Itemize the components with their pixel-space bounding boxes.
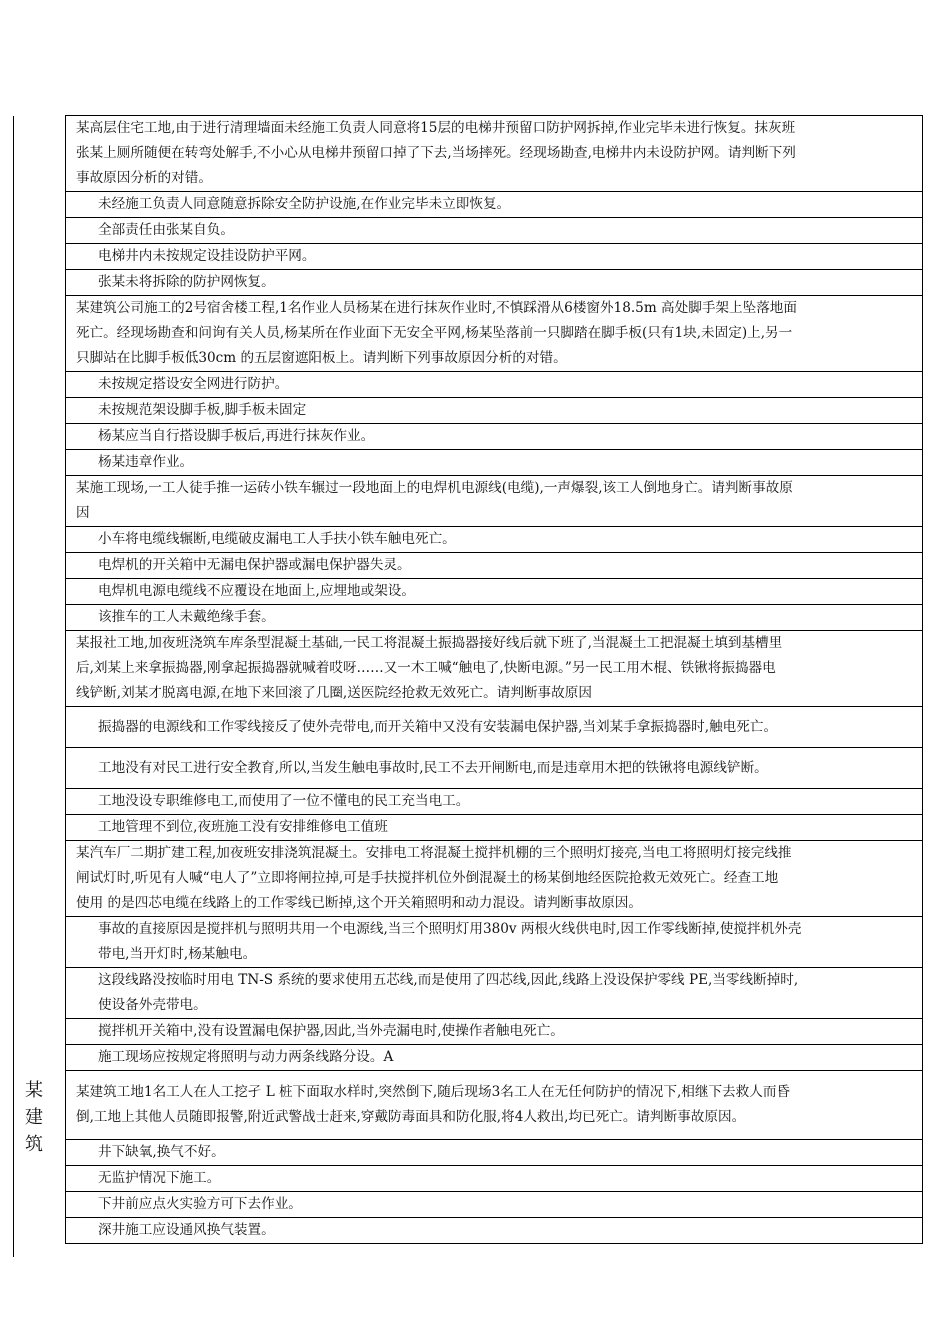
side-label-char: 筑	[25, 1134, 43, 1155]
option-row	[65, 1019, 923, 1045]
option-text-line: 全部责任由张某自负。	[98, 222, 234, 238]
question-text-line: 使用 的是四芯电缆在线路上的工作零线已断掉,这个开关箱照明和动力混设。请判断事故原因。	[76, 895, 642, 911]
option-text-line: 杨某应当自行搭设脚手板后,再进行抹灰作业。	[98, 428, 375, 444]
option-text-line: 无监护情况下施工。	[98, 1170, 221, 1186]
option-row	[65, 218, 923, 244]
option-row	[65, 815, 923, 841]
side-label-char: 建	[25, 1107, 43, 1128]
question-text-line: 张某上厕所随便在转弯处解手,不小心从电梯井预留口掉了下去,当场摔死。经现场勘查,电梯井内未设防护网。请判断下列	[76, 145, 796, 161]
question-text-line: 某汽车厂二期扩建工程,加夜班安排浇筑混凝土。安排电工将混凝土搅拌机棚的三个照明灯接亮,当电工将照明灯接完线推	[76, 845, 792, 861]
option-text-line: 使设备外壳带电。	[98, 997, 207, 1013]
option-text-line: 电焊机电源电缆线不应覆设在地面上,应埋地或架设。	[98, 583, 415, 599]
option-text-line: 工地管理不到位,夜班施工没有安排维修电工值班	[98, 819, 388, 835]
question-row	[65, 841, 923, 917]
option-text-line: 电焊机的开关箱中无漏电保护器或漏电保护器失灵。	[98, 557, 411, 573]
option-row	[65, 968, 923, 1019]
question-text-line: 倒,工地上其他人员随即报警,附近武警战士赶来,穿戴防毒面具和防化服,将4人救出,均已死亡。请判断事故原因。	[76, 1109, 746, 1125]
question-row	[65, 115, 923, 192]
option-text-line: 工地没设专职维修电工,而使用了一位不懂电的民工充当电工。	[98, 793, 470, 809]
option-text-line: 未按规范架设脚手板,脚手板未固定	[98, 402, 307, 418]
option-text-line: 工地没有对民工进行安全教育,所以,当发生触电事故时,民工不去开闸断电,而是违章用木把的铁锹将电源线铲断。	[98, 759, 768, 776]
question-row	[65, 1071, 923, 1140]
question-text-line: 某施工现场,一工人徒手推一运砖小铁车辗过一段地面上的电焊机电源线(电缆),一声爆裂,该工人倒地身亡。请判断事故原	[76, 480, 793, 496]
question-text-line: 某高层住宅工地,由于进行清理墙面未经施工负责人同意将15层的电梯井预留口防护网拆掉,作业完毕未进行恢复。抹灰班	[76, 120, 796, 136]
option-row	[65, 1192, 923, 1218]
question-text-line: 事故原因分析的对错。	[76, 170, 212, 186]
option-text-line: 下井前应点火实验方可下去作业。	[98, 1196, 302, 1212]
question-text-line: 闸试灯时,听见有人喊“电人了”立即将闸拉掉,可是手扶搅拌机位外倒混凝土的杨某倒地经医院抢救无效死亡。经查工地	[76, 870, 779, 886]
question-text-line: 只脚站在比脚手板低30cm 的五层窗遮阳板上。请判断下列事故原因分析的对错。	[76, 350, 567, 366]
question-text-line: 因	[76, 505, 90, 521]
option-row	[65, 450, 923, 476]
option-text-line: 小车将电缆线辗断,电缆破皮漏电工人手扶小铁车触电死亡。	[98, 531, 456, 547]
question-text-line: 死亡。经现场勘查和问询有关人员,杨某所在作业面下无安全平网,杨某坠落前一只脚踏在脚手板(只有1块,未固定)上,另一	[76, 325, 793, 341]
option-text-line: 深井施工应设通风换气装置。	[98, 1222, 275, 1238]
option-text-line: 电梯井内未按规定设挂设防护平网。	[98, 248, 316, 264]
option-text-line: 带电,当开灯时,杨某触电。	[98, 946, 257, 962]
question-row	[65, 631, 923, 707]
option-text-line: 井下缺氧,换气不好。	[98, 1144, 225, 1160]
option-row	[65, 270, 923, 296]
option-row	[65, 1045, 923, 1071]
option-text-line: 这段线路没按临时用电 TN-S 系统的要求使用五芯线,而是使用了四芯线,因此,线路上没设保护零线 PE,当零线断掉时,	[98, 972, 799, 988]
option-text-line: 未按规定搭设安全网进行防护。	[98, 376, 289, 392]
question-text-line: 后,刘某上来拿振捣器,刚拿起振捣器就喊着哎呀……又一木工喊“触电了,快断电源。”另一民工用木棍、铁锹将振捣器电	[76, 660, 776, 676]
option-row	[65, 372, 923, 398]
option-row	[65, 553, 923, 579]
option-row	[65, 1218, 923, 1244]
option-row	[65, 707, 923, 748]
option-row	[65, 424, 923, 450]
option-row	[65, 605, 923, 631]
question-text-line: 某建筑公司施工的2号宿舍楼工程,1名作业人员杨某在进行抹灰作业时,不慎踩滑从6楼窗外18.5m 高处脚手架上坠落地面	[76, 300, 797, 316]
question-row	[65, 296, 923, 372]
option-row	[65, 1140, 923, 1166]
side-label-char: 某	[25, 1080, 43, 1101]
option-text-line: 施工现场应按规定将照明与动力两条线路分设。A	[98, 1049, 394, 1065]
option-text-line: 杨某违章作业。	[98, 454, 194, 470]
option-row	[65, 527, 923, 553]
option-text-line: 未经施工负责人同意随意拆除安全防护设施,在作业完毕未立即恢复。	[98, 196, 511, 212]
option-row	[65, 579, 923, 605]
option-text-line: 搅拌机开关箱中,没有设置漏电保护器,因此,当外壳漏电时,使操作者触电死亡。	[98, 1023, 564, 1039]
question-table	[65, 115, 923, 1244]
option-text-line: 事故的直接原因是搅拌机与照明共用一个电源线,当三个照明灯用380v 两根火线供电时,因工作零线断掉,使搅拌机外壳	[98, 921, 802, 937]
option-row	[65, 244, 923, 270]
option-row	[65, 748, 923, 789]
option-row	[65, 917, 923, 968]
left-margin-rule	[13, 116, 14, 1257]
option-row	[65, 789, 923, 815]
question-text-line: 某报社工地,加夜班浇筑车库条型混凝土基础,一民工将混凝土振捣器接好线后就下班了,当混凝土工把混凝土填到基槽里	[76, 635, 783, 651]
option-text-line: 该推车的工人未戴绝缘手套。	[98, 609, 275, 625]
option-text-line: 张某未将拆除的防护网恢复。	[98, 274, 275, 290]
side-category-label	[20, 1077, 48, 1158]
question-row	[65, 476, 923, 527]
option-row	[65, 1166, 923, 1192]
option-row	[65, 398, 923, 424]
question-text-line: 线铲断,刘某才脱离电源,在地下来回滚了几圈,送医院经抢救无效死亡。请判断事故原因	[76, 685, 592, 701]
option-text-line: 振捣器的电源线和工作零线接反了使外壳带电,而开关箱中又没有安装漏电保护器,当刘某手拿振捣器时,触电死亡。	[98, 718, 778, 735]
option-row	[65, 192, 923, 218]
question-text-line: 某建筑工地1名工人在人工挖孑 L 桩下面取水样时,突然倒下,随后现场3名工人在无任何防护的情况下,相继下去救人而昏	[76, 1084, 791, 1100]
